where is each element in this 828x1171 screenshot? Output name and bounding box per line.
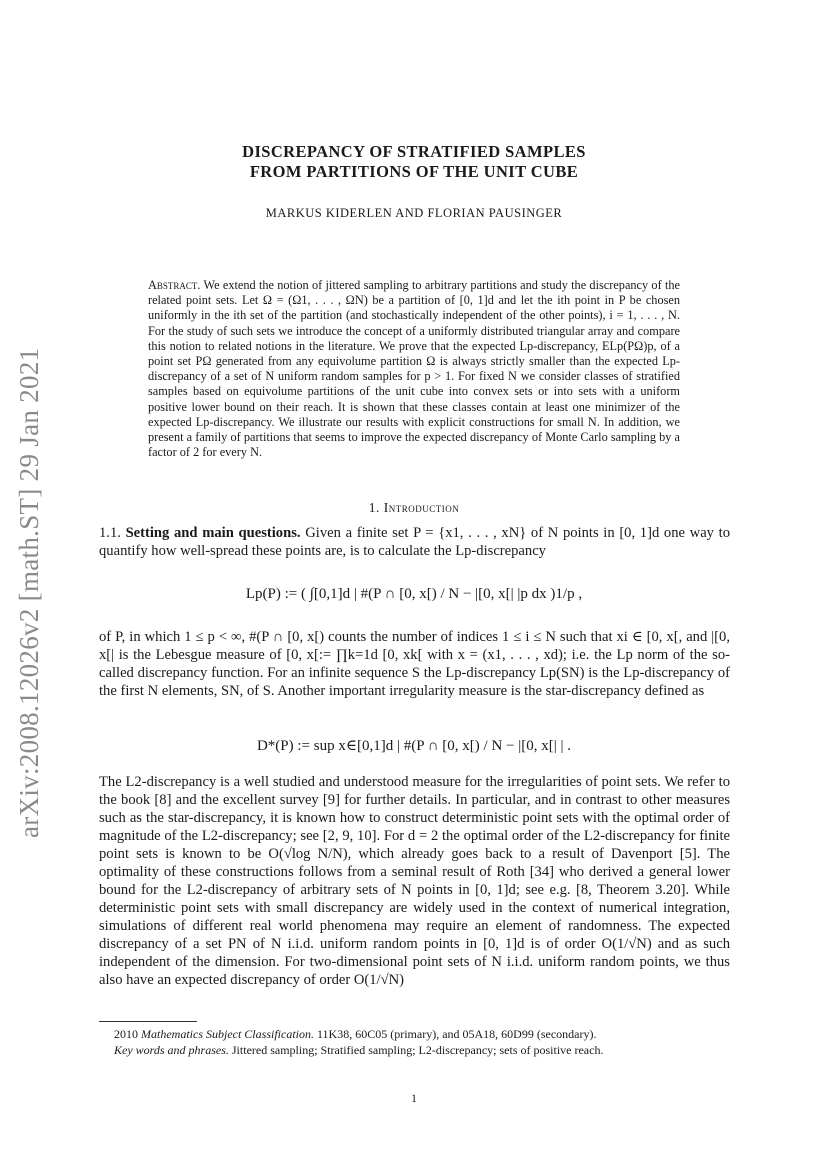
- abstract: [148, 278, 680, 460]
- subsection-title: Setting and main questions.: [125, 525, 301, 541]
- footnote-keywords-label: Key words and phrases.: [114, 1043, 229, 1057]
- title-line-2: FROM PARTITIONS OF THE UNIT CUBE: [249, 162, 579, 181]
- section-heading: [0, 500, 828, 516]
- footnote-keywords-text: Jittered sampling; Stratified sampling; L2-discrepancy; sets of positive reach.: [231, 1043, 604, 1057]
- footnote-rule: [99, 1021, 197, 1022]
- title-line-1: DISCREPANCY OF STRATIFIED SAMPLES: [242, 142, 586, 161]
- arxiv-stamp: arXiv:2008.12026v2 [math.ST] 29 Jan 2021: [14, 347, 44, 838]
- footnote-msc-label: Mathematics Subject Classification.: [141, 1027, 314, 1041]
- paragraph-3: The L2-discrepancy is a well studied and understood measure for the irregularities of point sets. We refer to the book [8] and the excellent survey [9] for further details. In particular, and in contrast to other measures such as the star-discrepancy, it is known how to construct deterministic point sets with the optimal order of magnitude of the L2-discrepancy; see [2, 9, 10]. For d = 2 the optimal order of the L2-discrepancy for finite point sets is known to be O(√log N/N), which already goes back to a result of Davenport [5]. The optimality of these constructions follows from a seminal result of Roth [34] who derived a general lower bound for the L2-discrepancy of arbitrary sets of N points in [0, 1]d; see e.g. [8, Theorem 3.20]. While deterministic point sets with small discrepancy are widely used in the context of numerical integration, simulations of different real world phenomena may require an element of randomness. The expected discrepancy of a set PN of N i.i.d. uniform random points in [0, 1]d is of order O(1/√N) and as such independent of the dimension. For two-dimensional point sets of N i.i.d. uniform random points, we thus also have an expected discrepancy of order O(1/√N): [99, 774, 730, 988]
- abstract-lead: Abstract.: [148, 278, 201, 292]
- footnote-msc: [114, 1026, 724, 1042]
- section-number: 1.: [368, 500, 380, 515]
- footnote-msc-year: 2010: [114, 1027, 138, 1041]
- equation-lp-discrepancy: Lp(P) := ( ∫[0,1]d | #(P ∩ [0, x[) / N − |[0, x[| |p dx )1/p ,: [245, 586, 583, 602]
- paper-title: [0, 142, 828, 182]
- equation-star-discrepancy: D*(P) := sup x∈[0,1]d | #(P ∩ [0, x[) / N − |[0, x[| | .: [256, 738, 572, 754]
- subsection-number: 1.1.: [99, 525, 121, 541]
- paragraph-1-text: Given a finite set P = {x1, . . . , xN} of N points in [0, 1]d one way to quantify how well-spread these points are, is to calculate the Lp-discrepancy: [99, 525, 730, 559]
- footnote-msc-text: 11K38, 60C05 (primary), and 05A18, 60D99 (secondary).: [316, 1027, 597, 1041]
- page-number: 1: [411, 1091, 417, 1105]
- paragraph-2: of P, in which 1 ≤ p < ∞, #(P ∩ [0, x[) counts the number of indices 1 ≤ i ≤ N such that xi ∈ [0, x[, and |[0, x[| is the Lebesgue measure of [0, x[:= ∏k=1d [0, xk[ with x = (x1, . . . , xd); i.e. the Lp norm of the so-called discrepancy function. For an infinite sequence S the Lp-discrepancy Lp(SN) is the Lp-discrepancy of the first N elements, SN, of S. Another important irregularity measure is the star-discrepancy defined as: [99, 629, 730, 699]
- section-title: Introduction: [383, 500, 460, 515]
- paragraph-1: [99, 524, 730, 560]
- authors: MARKUS KIDERLEN AND FLORIAN PAUSINGER: [265, 206, 563, 220]
- abstract-body: We extend the notion of jittered sampling to arbitrary partitions and study the discrepancy of the related point sets. Let Ω = (Ω1, . . . , ΩN) be a partition of [0, 1]d and let the ith point in P be chosen uniformly in the ith set of the partition (and stochastically independent of the other points), i = 1, . . . , N. For the study of such sets we introduce the concept of a uniformly distributed triangular array and compare this notion to related notions in the literature. We prove that the expected Lp-discrepancy, ELp(PΩ)p, of a point set PΩ generated from any equivolume partition Ω is always strictly smaller than the expected Lp-discrepancy of a set of N uniform random samples for p > 1. For fixed N we consider classes of stratified samples based on equivolume partitions of the unit cube into convex sets or into sets with a uniform positive lower bound on their reach. It is shown that these classes contain at least one minimizer of the expected Lp-discrepancy. We illustrate our results with explicit constructions for small N. In addition, we present a family of partitions that seems to improve the expected discrepancy of Monte Carlo sampling by a factor of 2 for every N.: [148, 278, 680, 460]
- footnote-keywords: [114, 1042, 724, 1058]
